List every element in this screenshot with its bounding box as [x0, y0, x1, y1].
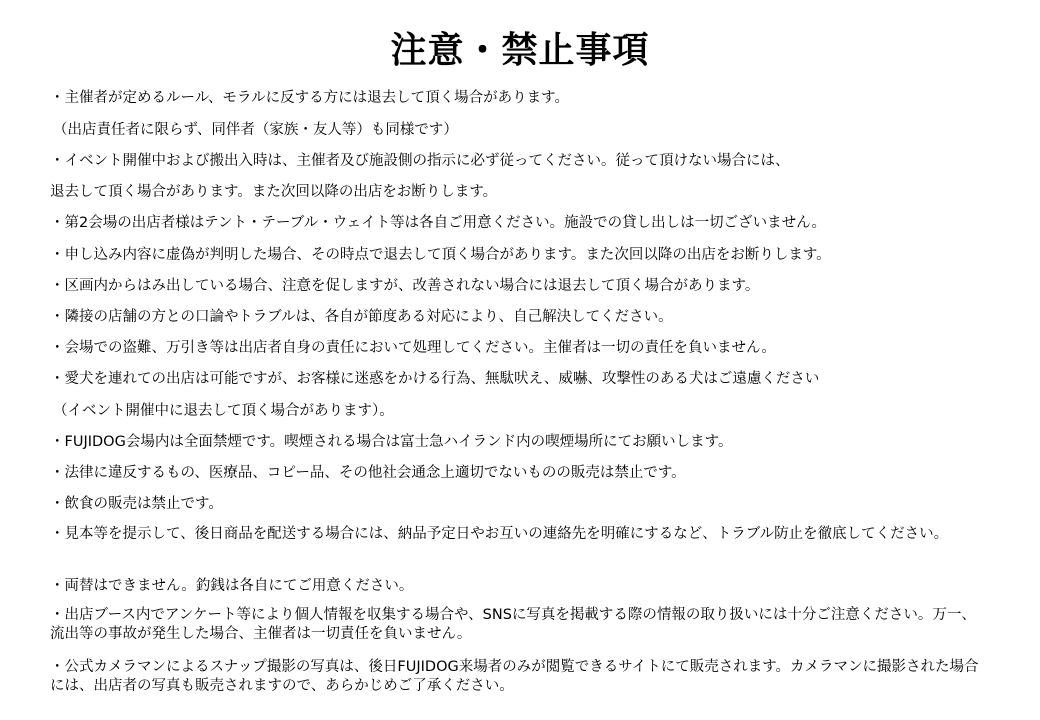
notice-line: （出店責任者に限らず、同伴者（家族・友人等）も同様です） — [53, 122, 458, 138]
notice-line: ・申し込み内容に虚偽が判明した場合、その時点で退去して頂く場合があります。また次回以降の出店をお断りします。 — [50, 247, 831, 263]
notice-line: ・イベント開催中および搬出入時は、主催者及び施設側の指示に必ず従ってください。従って頂けない場合には、 — [50, 153, 790, 169]
notice-line: ・区画内からはみ出している場合、注意を促しますが、改善されない場合には退去して頂く場合があります。 — [50, 278, 760, 294]
notice-line: ・主催者が定めるルール、モラルに反する方には退去して頂く場合があります。 — [50, 90, 569, 106]
notice-line: ・第2会場の出店者様はテント・テーブル・ウェイト等は各自ご用意ください。施設での貸し出しは一切ございません。 — [50, 215, 826, 231]
notice-line: ・法律に違反するもの、医療品、コピー品、その他社会通念上適切でないものの販売は禁止です。 — [50, 465, 686, 481]
notice-line: ・見本等を提示して、後日商品を配送する場合には、納品予定日やお互いの連絡先を明確にするなど、トラブル防止を徹底してください。 — [50, 526, 949, 542]
notice-line: 退去して頂く場合があります。また次回以降の出店をお断りします。 — [50, 184, 498, 200]
notice-line: ・公式カメラマンによるスナップ撮影の写真は、後日FUJIDOG来場者のみが閲覧できるサイトにて販売されます。カメラマンに撮影された場合には、出店者の写真も販売されますので、あらかじめご了承ください。 — [50, 659, 979, 694]
notice-line: ・愛犬を連れての出店は可能ですが、お客様に迷惑をかける行為、無駄吠え、威嚇、攻撃性のある犬はご遠慮ください — [50, 371, 820, 387]
notice-line: （イベント開催中に退去して頂く場合があります）。 — [53, 403, 394, 419]
notice-line: ・FUJIDOG会場内は全面禁煙です。喫煙される場合は富士急ハイランド内の喫煙場所にてお願いします。 — [50, 434, 733, 450]
notice-line: ・両替はできません。釣銭は各自にてご用意ください。 — [50, 578, 414, 594]
notice-line: ・会場での盗難、万引き等は出店者自身の責任において処理してください。主催者は一切の責任を負いません。 — [50, 340, 776, 356]
notice-line: ・隣接の店舗の方との口論やトラブルは、各自が節度ある対応により、自己解決してください。 — [50, 309, 673, 325]
page-title: 注意・禁止事項 — [390, 30, 650, 71]
notice-line: ・出店ブース内でアンケート等により個人情報を収集する場合や、SNSに写真を掲載する際の情報の取り扱いには十分ご注意ください。万一、流出等の事故が発生した場合、主催者は一切責任を負いません。 — [50, 607, 976, 642]
notice-line: ・飲食の販売は禁止です。 — [50, 496, 223, 512]
